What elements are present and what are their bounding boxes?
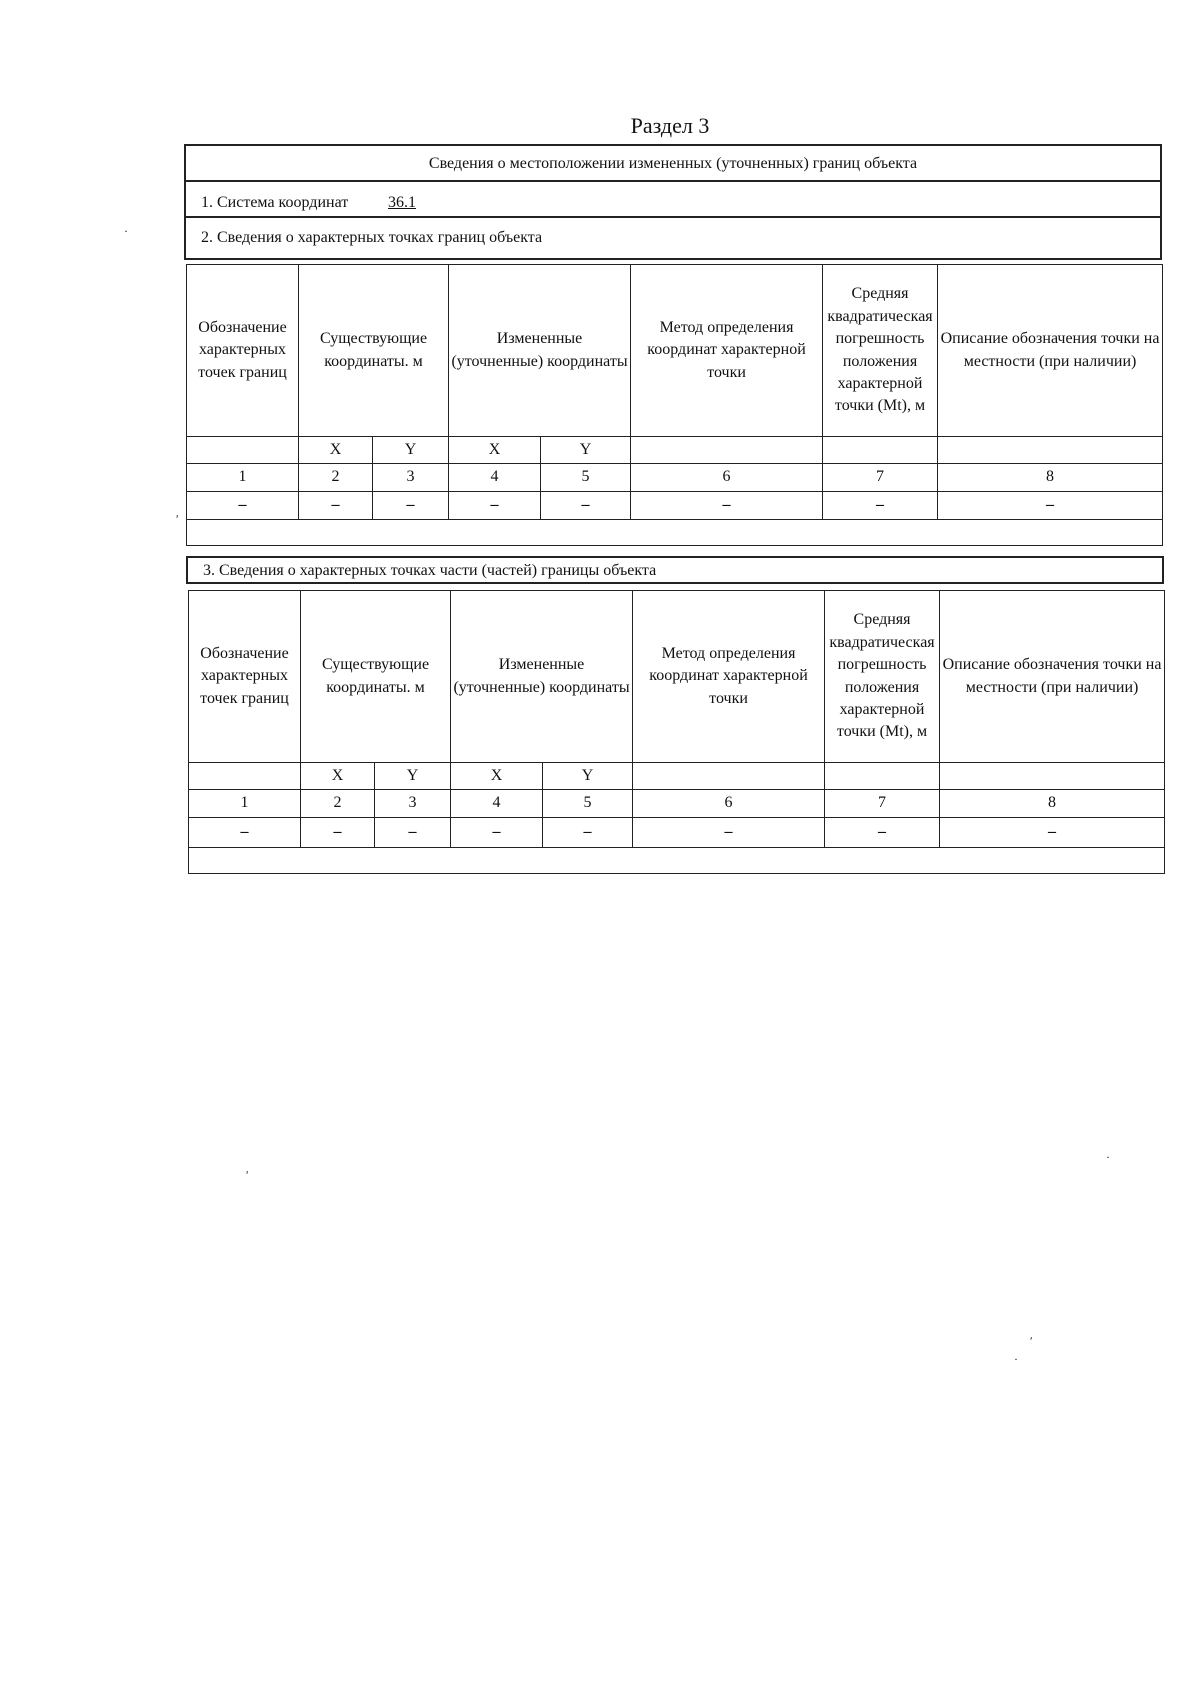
axis-y-existing: Y — [375, 763, 451, 790]
coord-system-value: 36.1 — [388, 194, 416, 211]
scan-speck: ʹ — [246, 1168, 249, 1182]
parts-title: 3. Сведения о характерных точках части (частей) границы объекта — [203, 562, 657, 579]
coord-system-label: 1. Система координат — [201, 194, 349, 211]
column-number: 7 — [825, 790, 940, 818]
table-cell-dash: – — [187, 492, 299, 520]
table-cell-dash: – — [631, 492, 823, 520]
table-cell-dash: – — [825, 818, 940, 848]
column-number: 3 — [375, 790, 451, 818]
axis-cell — [825, 763, 940, 790]
points-title-row — [184, 216, 1162, 260]
axis-y-changed: Y — [541, 437, 631, 464]
table-cell-dash: – — [449, 492, 541, 520]
column-number: 8 — [940, 790, 1165, 818]
header-method: Метод определения координат характерной точки — [631, 265, 823, 437]
column-number: 2 — [299, 464, 373, 492]
header-method: Метод определения координат характерной точки — [633, 591, 825, 763]
axis-x-existing: X — [301, 763, 375, 790]
table-cell-dash: – — [633, 818, 825, 848]
scan-speck: · — [124, 224, 128, 238]
axis-cell — [633, 763, 825, 790]
column-number: 4 — [451, 790, 543, 818]
header-error: Средняя квадратическая погрешность положения характерной точки (Mt), м — [825, 591, 940, 763]
boundary-parts-table — [188, 590, 1165, 874]
scan-speck: · — [1014, 1352, 1018, 1366]
parts-title-row — [186, 556, 1164, 584]
table-cell-dash: – — [189, 818, 301, 848]
boundary-points-table — [186, 264, 1163, 546]
axis-cell — [940, 763, 1165, 790]
scan-speck: ʹ — [176, 512, 179, 526]
header-description: Описание обозначения точки на местности (при наличии) — [940, 591, 1165, 763]
header-designation: Обозначение характерных точек границ — [189, 591, 301, 763]
column-number: 7 — [823, 464, 938, 492]
empty-row — [187, 520, 1163, 546]
table-cell-dash: – — [823, 492, 938, 520]
table-cell-dash: – — [541, 492, 631, 520]
column-number: 2 — [301, 790, 375, 818]
axis-x-changed: X — [451, 763, 543, 790]
axis-cell — [823, 437, 938, 464]
header-changed: Измененные (уточненные) координаты — [451, 591, 633, 763]
block-title-row — [184, 144, 1162, 182]
column-number: 5 — [541, 464, 631, 492]
scan-speck: ʹ — [1030, 1334, 1033, 1348]
scan-speck: · — [1106, 1150, 1110, 1164]
table-cell-dash: – — [373, 492, 449, 520]
column-number: 6 — [631, 464, 823, 492]
axis-cell — [938, 437, 1163, 464]
header-error: Средняя квадратическая погрешность положения характерной точки (Mt), м — [823, 265, 938, 437]
section-title: Раздел 3 — [630, 113, 710, 138]
axis-cell — [187, 437, 299, 464]
axis-x-existing: X — [299, 437, 373, 464]
coord-system-row — [184, 180, 1162, 218]
table-cell-dash: – — [543, 818, 633, 848]
points-title: 2. Сведения о характерных точках границ объекта — [201, 229, 543, 246]
table-cell-dash: – — [375, 818, 451, 848]
column-number: 3 — [373, 464, 449, 492]
axis-y-changed: Y — [543, 763, 633, 790]
column-number: 1 — [187, 464, 299, 492]
column-number: 6 — [633, 790, 825, 818]
column-number: 5 — [543, 790, 633, 818]
axis-y-existing: Y — [373, 437, 449, 464]
empty-row — [189, 848, 1165, 874]
column-number: 8 — [938, 464, 1163, 492]
table-cell-dash: – — [938, 492, 1163, 520]
header-description: Описание обозначения точки на местности (при наличии) — [938, 265, 1163, 437]
header-existing: Существующие координаты. м — [299, 265, 449, 437]
header-existing: Существующие координаты. м — [301, 591, 451, 763]
table-cell-dash: – — [301, 818, 375, 848]
header-changed: Измененные (уточненные) координаты — [449, 265, 631, 437]
axis-cell — [189, 763, 301, 790]
table-cell-dash: – — [299, 492, 373, 520]
axis-cell — [631, 437, 823, 464]
column-number: 4 — [449, 464, 541, 492]
table-cell-dash: – — [451, 818, 543, 848]
block-title: Сведения о местоположении измененных (уточненных) границ объекта — [428, 155, 918, 172]
header-designation: Обозначение характерных точек границ — [187, 265, 299, 437]
axis-x-changed: X — [449, 437, 541, 464]
column-number: 1 — [189, 790, 301, 818]
table-cell-dash: – — [940, 818, 1165, 848]
